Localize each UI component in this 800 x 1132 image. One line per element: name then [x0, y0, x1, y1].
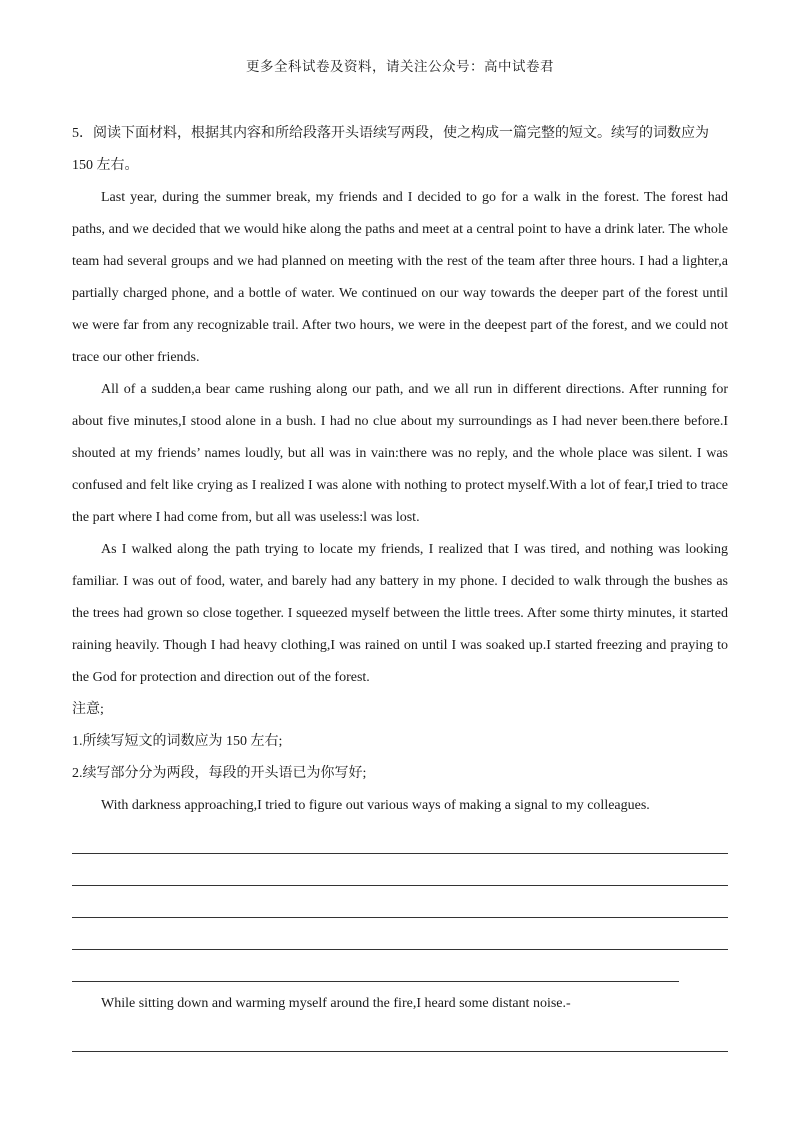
continuation-opening-2: While sitting down and warming myself around the fire,I heard some distant noise.- [101, 996, 571, 1011]
answer-line[interactable] [72, 822, 728, 854]
note-2: 2.续写部分分为两段，每段的开头语已为你写好; [72, 766, 367, 781]
answer-line[interactable] [72, 918, 728, 950]
answer-line[interactable] [72, 854, 728, 886]
answer-line[interactable] [72, 950, 679, 982]
continuation-opening-1: With darkness approaching,I tried to figure out various ways of making a signal to my colleagues. [101, 798, 650, 813]
question-prompt-line2: 150 左右。 [72, 158, 139, 173]
notes-title: 注意; [72, 702, 104, 717]
note-1: 1.所续写短文的词数应为 150 左右; [72, 734, 283, 749]
answer-line[interactable] [72, 1020, 728, 1052]
question-prompt-line1: 5．阅读下面材料，根据其内容和所给段落开头语续写两段，使之构成一篇完整的短文。续写的词数应为 [72, 126, 709, 141]
question-5 [72, 118, 728, 1052]
story-paragraph-2: All of a sudden,a bear came rushing along our path, and we all run in different directions. After running for about five minutes,I stood alone in a bush. I had no clue about my surroundings as I had never been.there before.I shouted at my friends’ names loudly, but all was in vain:there was no reply, and the whole place was silent. I was confused and felt like crying as I realized I was alone with nothing to protect myself.With a lot of fear,I tried to trace the part where I had come from, but all was useless:l was lost. [72, 382, 728, 525]
story-paragraph-1: Last year, during the summer break, my friends and I decided to go for a walk in the forest. The forest had paths, and we decided that we would hike along the paths and meet at a central point to have a drink later. The whole team had several groups and we had planned on meeting with the rest of the team after three hours. I had a lighter,a partially charged phone, and a bottle of water. We continued on our way towards the deeper part of the forest until we were far from any recognizable trail. After two hours, we were in the deepest part of the forest, and we could not trace our other friends. [72, 190, 728, 365]
answer-line[interactable] [72, 886, 728, 918]
story-paragraph-3: As I walked along the path trying to locate my friends, I realized that I was tired, and nothing was looking familiar. I was out of food, water, and barely had any battery in my phone. I decided to walk through the bushes as the trees had grown so close together. I squeezed myself between the little trees. After some thirty minutes, it started raining heavily. Though I had heavy clothing,I was rained on until I was soaked up.I started freezing and praying to the God for protection and direction out of the forest. [72, 542, 728, 685]
page-header-notice: 更多全科试卷及资料，请关注公众号：高中试卷君 [246, 59, 554, 74]
